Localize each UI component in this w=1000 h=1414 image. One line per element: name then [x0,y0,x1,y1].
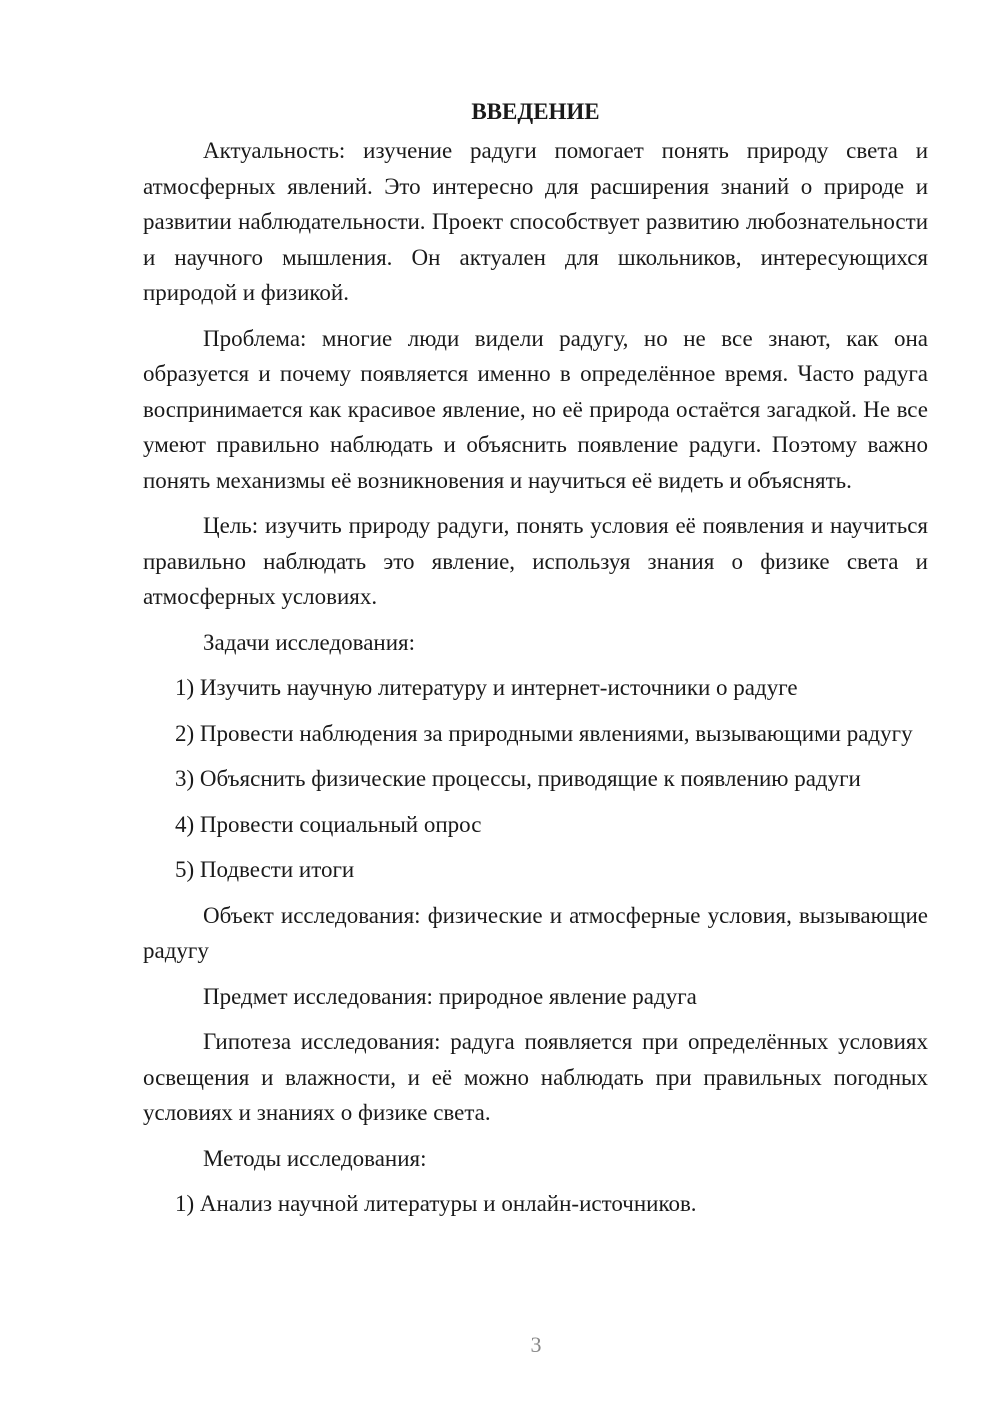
subject-paragraph: Предмет исследования: природное явление радуга [203,983,697,1009]
task-item-3: 3) Объяснить физические процессы, приводящие к появлению радуги [175,766,861,791]
task-item-5: 5) Подвести итоги [175,857,355,882]
problem-paragraph: Проблема: многие люди видели радугу, но не все знают, как она образуется и почему появляется именно в определённое время. Часто радуга воспринимается как красивое явление, но её природа остаётся загадкой. Не все умеют правильно наблюдать и объяснить появление радуги. Поэтому важно понять механизмы её возникновения и научиться её видеть и объяснять. [143,325,928,493]
tasks-heading: Задачи исследования: [203,629,416,655]
method-item-1: 1) Анализ научной литературы и онлайн-источников. [175,1191,697,1216]
relevance-paragraph: Актуальность: изучение радуги помогает понять природу света и атмосферных явлений. Это интересно для расширения знаний о природе и развитии наблюдательности. Проект способствует развитию любознательности и научного мышления. Он актуален для школьников, интересующихся природой и физикой. [143,138,928,305]
task-item-2: 2) Провести наблюдения за природными явлениями, вызывающими радугу [175,720,913,746]
goal-paragraph: Цель: изучить природу радуги, понять условия её появления и научиться правильно наблюдать это явление, используя знания о физике света и атмосферных условиях. [143,513,928,609]
task-item-1: 1) Изучить научную литературу и интернет-источники о радуге [175,675,798,700]
object-paragraph: Объект исследования: физические и атмосферные условия, вызывающие радугу [143,902,928,963]
page-content [143,94,928,1232]
page-number: 3 [530,1332,542,1357]
task-item-4: 4) Провести социальный опрос [175,811,482,837]
hypothesis-paragraph: Гипотеза исследования: радуга появляется при определённых условиях освещения и влажности, и её можно наблюдать при правильных погодных условиях и знаниях о физике света. [143,1029,928,1125]
section-title: ВВЕДЕНИЕ [471,99,600,124]
methods-heading: Методы исследования: [203,1145,427,1171]
